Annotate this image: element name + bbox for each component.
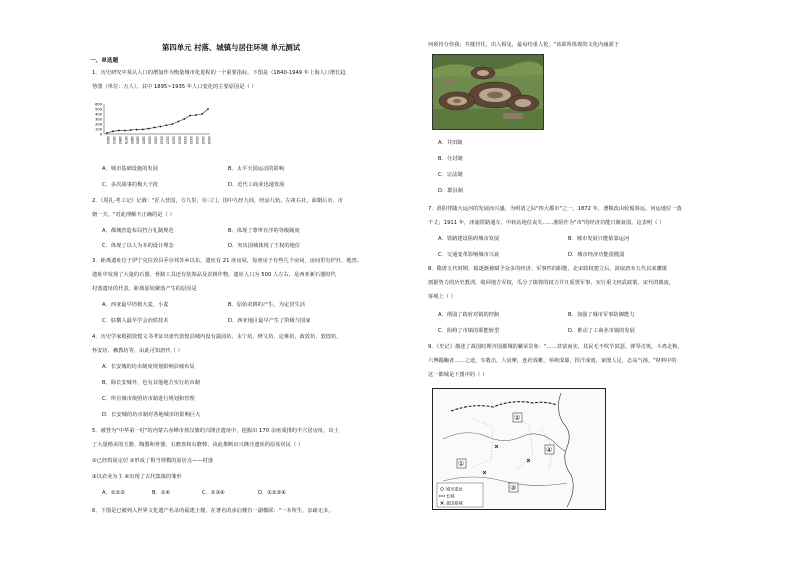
data-point bbox=[171, 123, 173, 125]
data-point bbox=[177, 121, 179, 123]
q8-text-3: 客观上（ ） bbox=[428, 294, 456, 300]
q3-option-a[interactable]: A．西亚最早培植大麦、小麦 bbox=[102, 302, 169, 308]
q3-text-2: 遗址中发现了大量的石器、骨制工具还有装饰品及农耕作物。遗址人口为 500 人左右，是西亚新石器时代 bbox=[92, 272, 336, 278]
data-point bbox=[195, 114, 197, 116]
x-tick-label: 1840 bbox=[106, 136, 110, 145]
x-tick-label: 1890 bbox=[135, 136, 140, 145]
y-tick-label: 200 bbox=[95, 122, 102, 127]
q2-text-1: 2．《周礼·考工记》记载："匠人营国，方九里，旁三门。国中九经九纬，经涂九轨。左祖右社，面朝后市，市 bbox=[92, 198, 344, 204]
y-tick-label: 400 bbox=[95, 112, 102, 117]
q2-option-c[interactable]: C．体现了以人为本的设计理念 bbox=[102, 243, 174, 249]
x-tick-label: 1852 bbox=[111, 136, 116, 145]
q1-option-a[interactable]: A．城市基础设施的发展 bbox=[102, 166, 158, 172]
q9-text-3: 这一都城是下图中的（ ） bbox=[428, 372, 488, 378]
q3-option-d[interactable]: D．西亚地区最早产生了阶级与国家 bbox=[228, 318, 311, 324]
data-point bbox=[201, 113, 203, 115]
q5-text-2: 了大量精美的玉器、陶器和骨器，石磨盘和石磨棒，由此推断出兴隆洼遗址的原始居民（ ） bbox=[92, 442, 304, 448]
q8-option-c[interactable]: C．阻碍了市镇的职能转型 bbox=[438, 328, 500, 334]
q7-option-a[interactable]: A．铁路建设阻碍城市发展 bbox=[438, 236, 500, 242]
y-tick-label: 600 bbox=[95, 102, 102, 107]
x-tick-label: 1865 bbox=[117, 136, 122, 145]
data-point bbox=[148, 128, 150, 130]
x-tick-label: 1876 bbox=[123, 136, 128, 145]
x-tick-label: 1925 bbox=[177, 136, 182, 145]
map-label-3: ③ bbox=[510, 484, 517, 492]
tulou-photo bbox=[432, 54, 544, 130]
x-tick-label: 1945 bbox=[201, 136, 206, 145]
q8-text-1: 8．隋唐五代时期，镇逐渐被赋予众多的经济、军事性的职能，北宋政权建立后，汲取唐末五代以来藩镇 bbox=[428, 266, 668, 272]
q5-option-d[interactable]: D．①②③④ bbox=[258, 490, 287, 496]
q7-option-d[interactable]: D．城市经济功能很脆弱 bbox=[568, 252, 625, 258]
y-tick-label: 300 bbox=[95, 117, 102, 122]
q9-text-2: 六博蹋鞠者……之途，车毂击，人肩摩，连衽成帷，举袂成幕，挥汗成雨，家殷人足，志高气扬。"材料中的 bbox=[428, 358, 677, 364]
population-chart bbox=[88, 100, 218, 152]
q3-option-b[interactable]: B．原始农耕的产生，为定居生活 bbox=[228, 302, 305, 308]
q5-option-a[interactable]: A．①②③ bbox=[102, 490, 125, 496]
q8-option-a[interactable]: A．削弱了政府对镇的控制 bbox=[438, 312, 500, 318]
q7-text-2: 千丈；1911 年，津浦铁路通车，中转站地位丧失……准阴作为"市"的经济功能日渐衰弱。这表明（ ） bbox=[428, 220, 665, 226]
x-tick-label: 1905 bbox=[153, 136, 158, 145]
q8-option-d[interactable]: D．推动了工商业市镇的发展 bbox=[568, 328, 635, 334]
q8-text-2: 割据势力的历史教训，收回地方军权，瓜分了镇将的权力并且重置军事，实行重文轻武政策，宋代的镇废， bbox=[428, 280, 675, 286]
data-point bbox=[130, 129, 132, 131]
legend-item-2: 长城 bbox=[446, 493, 455, 499]
x-tick-label: 1895 bbox=[141, 136, 146, 145]
data-point bbox=[124, 130, 126, 132]
legend-item-3: 战国都城 bbox=[446, 500, 463, 506]
q6-option-a[interactable]: A．井田制 bbox=[438, 140, 463, 146]
q5-option-b[interactable]: B．①④ bbox=[152, 490, 171, 496]
q2-option-d[interactable]: D．突出国城体现了王权的地位 bbox=[228, 243, 301, 249]
q5-statement-1: ①已经筑屋定居 ②形成了相当规模的原居点——村落 bbox=[92, 458, 214, 464]
y-tick-label: 0 bbox=[99, 132, 102, 137]
q1-text-1: 1．历史研究中某认人口的增加作为衡量城市化进程的一个重要指标。下图是（1840-1949 年上海人口增长趋 bbox=[92, 70, 346, 76]
q5-text-1: 5．被誉为"中华第一村"的内蒙古赤峰市敖汉旗的兴隆洼遗址中，挖掘出 170 余座成排的半穴居房址，出土 bbox=[92, 428, 339, 434]
x-tick-label: 1910 bbox=[159, 136, 164, 145]
data-point bbox=[106, 132, 108, 134]
q4-option-a[interactable]: A．长安城的坊市制度规划影响县城布局 bbox=[102, 364, 195, 370]
q1-text-2: 势图（单位：万人）。其中 1895~1935 年人口变化的主要原因是（ ） bbox=[92, 84, 257, 90]
data-point bbox=[118, 130, 120, 132]
q9-text-1: 9．《史记》描述了战国时期齐国都城的繁荣景象："……甚富而实，其民无不吹竽鼓瑟，弹琴击筑，斗鸡走狗， bbox=[428, 344, 683, 350]
y-tick-label: 100 bbox=[95, 127, 102, 132]
y-tick-label: 500 bbox=[95, 107, 102, 112]
map-label-1: ① bbox=[458, 460, 465, 468]
page-title: 第四单元 村落、城镇与居住环境 单元测试 bbox=[162, 43, 301, 52]
q4-text-1: 4．历史学家根据敦煌文书考证出唐代敦煌县城内设有露园坊、永宁坊、修文坊、定难坊、政敦坊、敦煌坊、 bbox=[92, 334, 342, 340]
q1-option-d[interactable]: D．近代工商业迅速发展 bbox=[228, 182, 285, 188]
q1-option-c[interactable]: C．多次战事的极大干扰 bbox=[102, 182, 159, 188]
q7-option-b[interactable]: B．城市发展只能依靠运河 bbox=[568, 236, 630, 242]
q3-text-1: 3．距离遗址位于伊宁克拉孜县乔尔邦苏乡以东，遗址有 21 座房屋，每座房子有些几个房间，房间里有炉灶、地窖。 bbox=[92, 258, 363, 264]
x-tick-label: 1949 bbox=[207, 136, 211, 145]
x-tick-label: 1920 bbox=[171, 136, 176, 145]
q4-option-d[interactable]: D．长安城的坊市制对各地城市的影响巨大 bbox=[102, 412, 201, 418]
q8-option-b[interactable]: B．加强了城市军事防御能力 bbox=[568, 312, 635, 318]
section-heading: 一、单选题 bbox=[90, 58, 119, 64]
q3-option-c[interactable]: C．肤横人最早学会冶铁技术 bbox=[102, 318, 169, 324]
map-label-2: ② bbox=[514, 414, 521, 422]
legend-item-1: 城市遗址 bbox=[446, 486, 463, 492]
map-label-4: ④ bbox=[546, 446, 553, 454]
x-tick-label: 1940 bbox=[195, 136, 200, 145]
data-point bbox=[189, 115, 191, 117]
q7-text-1: 7．准阴伴随大运河的发展而兴盛，为明清之际"四大都市"之一，1872 年，漕粮改由轮船海运，河运地位一落 bbox=[428, 206, 682, 212]
x-tick-label: 1915 bbox=[165, 136, 170, 145]
q4-option-c[interactable]: C．所有城市依照坊市制进行规划和管理 bbox=[102, 396, 195, 402]
q6-option-c[interactable]: C．宗法制 bbox=[438, 172, 463, 178]
q3-text-3: 村落遗址的代表。距离原始聚落产生的原因是 bbox=[92, 286, 197, 292]
q5-statement-2: ③以农业为主 ④出现了古代集镇的雏形 bbox=[92, 474, 182, 480]
data-point bbox=[183, 118, 185, 120]
q5-option-c[interactable]: C．②③④ bbox=[202, 490, 226, 496]
data-point bbox=[160, 126, 162, 128]
x-tick-label: 1885 bbox=[129, 136, 134, 145]
q1-option-b[interactable]: B．太平天国运动的影响 bbox=[228, 166, 284, 172]
x-tick-label: 1935 bbox=[189, 136, 194, 145]
q6-text-2: 何须待分你我；共楼居住，出入相见，最易结重人伦。"该联所体现的文化内涵源于 bbox=[428, 42, 619, 48]
q4-text-2: 怀安坊、赖教坊等，由此可知唐代（ ） bbox=[92, 348, 183, 354]
data-point bbox=[154, 127, 156, 129]
x-tick-label: 1900 bbox=[147, 136, 152, 145]
data-point bbox=[166, 124, 168, 126]
q6-text-1: 6．下图是已被列入世界文化遗产名录的福建土楼，在著名的承启楼有一副楹联："一本所生，亲疏无多， bbox=[92, 508, 334, 514]
population-line bbox=[107, 109, 208, 133]
warring-states-map bbox=[432, 388, 606, 510]
data-point bbox=[112, 130, 114, 132]
q2-option-a[interactable]: A．都城营造布局符合礼制规范 bbox=[102, 228, 174, 234]
q2-option-b[interactable]: B．体现了尊卑有序的等级制度 bbox=[228, 228, 300, 234]
data-point bbox=[207, 108, 209, 110]
x-tick-label: 1930 bbox=[183, 136, 188, 145]
data-point bbox=[142, 129, 144, 131]
q6-option-b[interactable]: B．分封制 bbox=[438, 156, 463, 162]
q2-text-2: 朝一夫。"对此理解不正确的是（ ） bbox=[92, 212, 175, 218]
q4-option-b[interactable]: B．除长安城外，也有其他地方实行坊市制 bbox=[102, 380, 200, 386]
q7-option-c[interactable]: C．交通变革影响城市兴衰 bbox=[438, 252, 500, 258]
data-point bbox=[136, 129, 138, 131]
q6-option-d[interactable]: D．郡县制 bbox=[438, 188, 463, 194]
